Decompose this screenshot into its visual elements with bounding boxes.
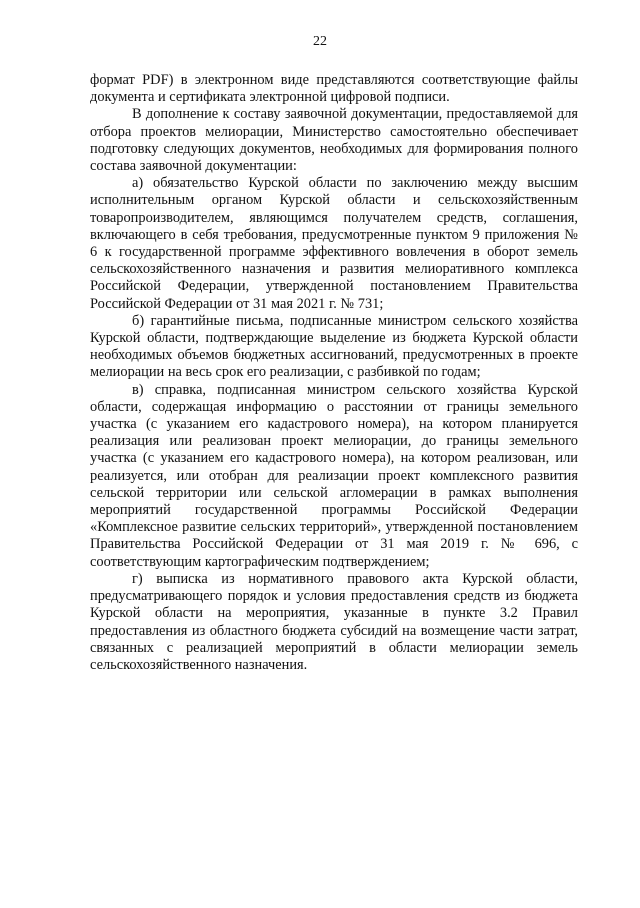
paragraph-intro: В дополнение к составу заявочной документации, предоставляемой для отбора проектов мелиорации, Министерство самостоятельно обеспечивает подготовку следующих документов, необходимых для формирования полного состава заявочной документации: xyxy=(90,106,578,175)
paragraph-item-a: а) обязательство Курской области по заключению между высшим исполнительным органом Курской области и сельскохозяйственным товаропроизводителем, являющимся получателем средств, соглашения, включающего в себя требования, предусмотренные пунктом 9 приложения № 6 к государственной программе эффективного вовлечения в оборот земель сельскохозяйственного назначения и развития мелиоративного комплекса Российской Федерации, утвержденной постановлением Правительства Российской Федерации от 31 мая 2021 г. № 731; xyxy=(90,175,578,312)
paragraph-item-b: б) гарантийные письма, подписанные министром сельского хозяйства Курской области, подтверждающие выделение из бюджета Курской области необходимых объемов бюджетных ассигнований, предусмотренных в проекте мелиорации на весь срок его реализации, с разбивкой по годам; xyxy=(90,312,578,381)
page-number: 22 xyxy=(313,34,327,49)
paragraph-item-v: в) справка, подписанная министром сельского хозяйства Курской области, содержащая информацию о расстоянии от границы земельного участка (с указанием его кадастрового номера), на котором планируется реализация или реализован проект мелиорации, до границы земельного участка (с указанием его кадастрового номера), на котором реализован, или реализуется, или отобран для реализации проект комплексного развития сельской территории или сельской агломерации в рамках выполнения мероприятий государственной программы Российской Федерации «Комплексное развитие сельских территорий», утвержденной постановлением Правительства Российской Федерации от 31 мая 2019 г. № 696, с соответствующим картографическим подтверждением; xyxy=(90,381,578,570)
paragraph-continuation: формат PDF) в электронном виде представляются соответствующие файлы документа и сертификата электронной цифровой подписи. xyxy=(90,72,578,106)
document-body xyxy=(90,72,578,674)
paragraph-item-g: г) выписка из нормативного правового акта Курской области, предусматривающего порядок и условия предоставления средств из бюджета Курской области на мероприятия, указанные в пункте 3.2 Правил предоставления из областного бюджета субсидий на возмещение части затрат, связанных с реализацией мероприятий в области мелиорации земель сельскохозяйственного назначения. xyxy=(90,570,578,673)
